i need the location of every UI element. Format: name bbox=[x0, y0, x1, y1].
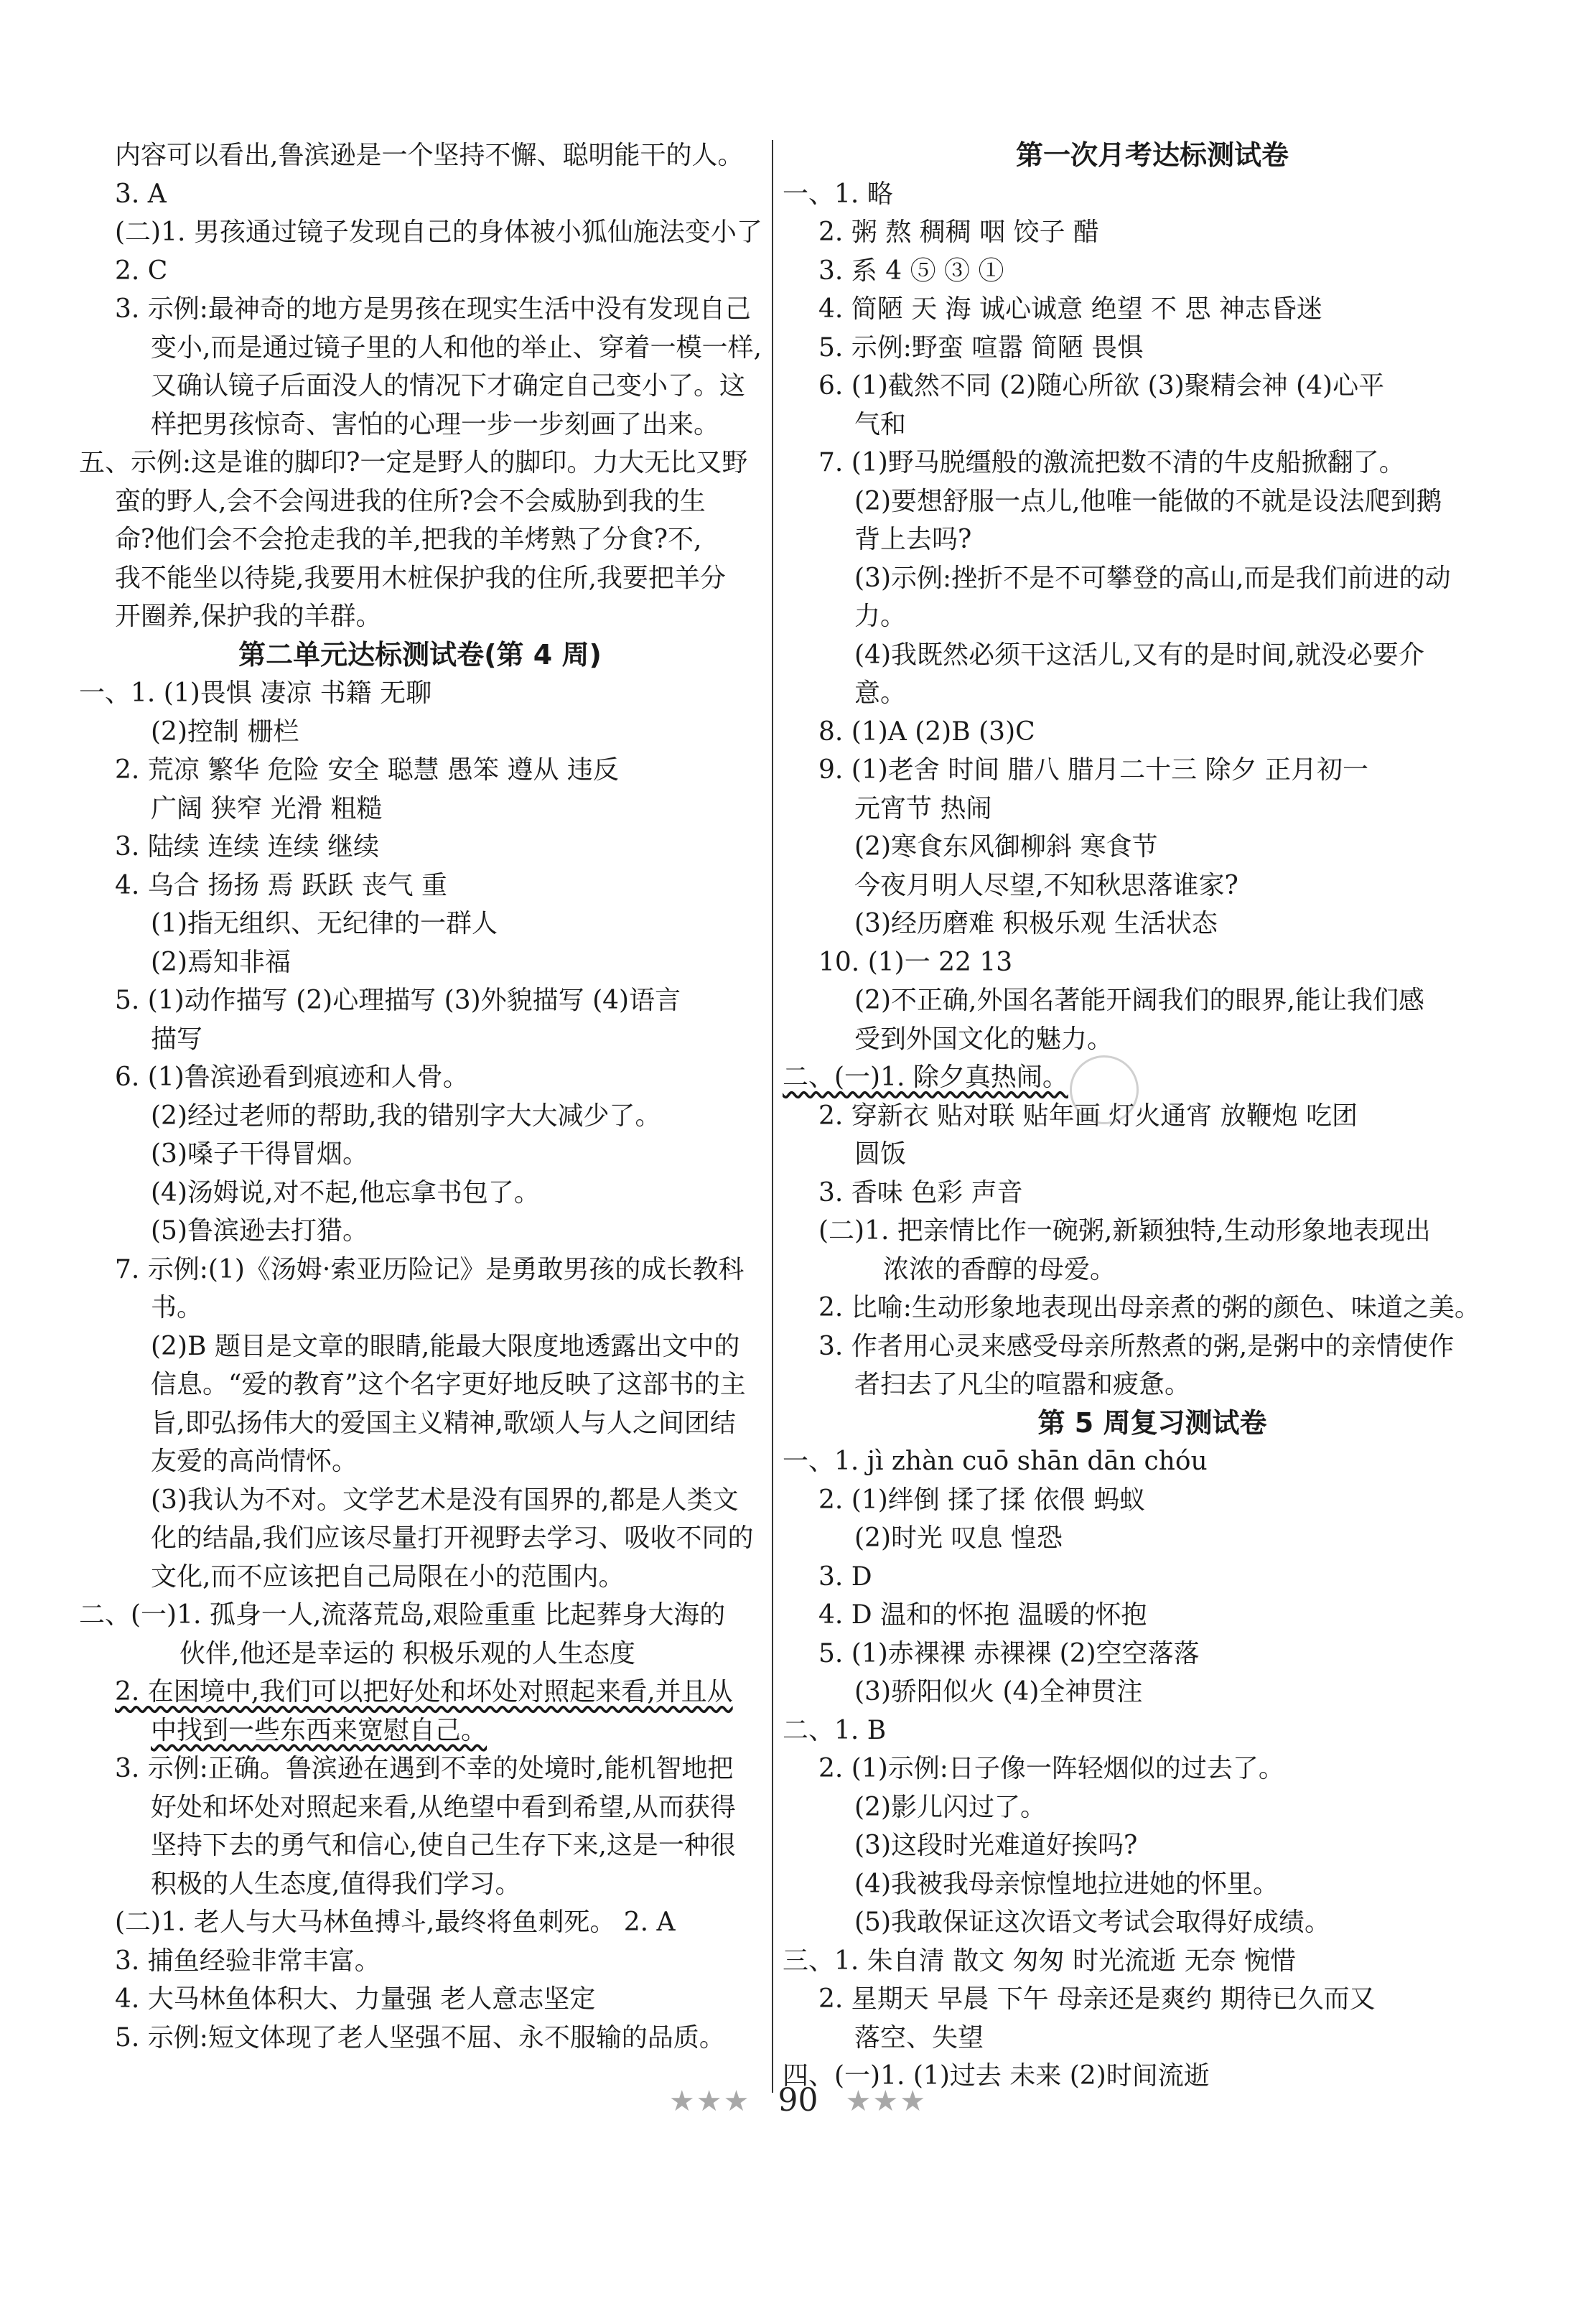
right-column bbox=[783, 136, 1522, 2096]
answer-line bbox=[79, 1865, 761, 1904]
answer-line bbox=[79, 175, 761, 214]
answer-line bbox=[783, 1212, 1522, 1251]
answer-line bbox=[783, 1289, 1522, 1327]
answer-text: (3)我认为不对。文学艺术是没有国界的,都是人类文 bbox=[151, 1485, 739, 1515]
answer-line bbox=[783, 1596, 1522, 1635]
answer-text: 一、1. jì zhàn cuō shān dān chóu bbox=[783, 1447, 1208, 1476]
answer-text: (3)示例:挫折不是不可攀登的高山,而是我们前进的动 bbox=[854, 563, 1451, 593]
answer-line bbox=[783, 367, 1522, 406]
answer-line bbox=[783, 329, 1522, 368]
answer-line bbox=[79, 1289, 761, 1327]
answer-text: 蛮的野人,会不会闯进我的住所?会不会威胁到我的生 bbox=[115, 486, 706, 516]
section-heading bbox=[79, 636, 761, 675]
answer-text: 3. 香味 色彩 声音 bbox=[818, 1177, 1023, 1208]
answer-text: 2. C bbox=[115, 256, 168, 286]
answer-text: 今夜月明人尽望,不知秋思落谁家? bbox=[854, 870, 1238, 900]
answer-line bbox=[783, 1980, 1522, 2019]
answer-text: (二)1. 老人与大马林鱼搏斗,最终将鱼刺死。 2. A bbox=[115, 1908, 676, 1937]
answer-line bbox=[79, 943, 761, 982]
answer-line bbox=[783, 943, 1522, 982]
answer-line bbox=[783, 290, 1522, 329]
answer-text: 力。 bbox=[854, 602, 907, 631]
answer-line bbox=[783, 597, 1522, 636]
answer-text: 4. 简陋 天 海 诚心诚意 绝望 不 思 神志昏迷 bbox=[818, 294, 1322, 324]
answer-text: 二、1. B bbox=[783, 1715, 887, 1745]
answer-line bbox=[783, 1327, 1522, 1366]
answer-text: (3)骄阳似火 (4)全神贯注 bbox=[854, 1677, 1143, 1707]
answer-line bbox=[79, 828, 761, 867]
answer-line bbox=[783, 1712, 1522, 1750]
answer-text: 7. (1)野马脱缰般的激流把数不清的牛皮船掀翻了。 bbox=[818, 448, 1405, 477]
answer-text: (4)我既然必须干这活儿,又有的是时间,就没必要介 bbox=[854, 640, 1424, 670]
stars-left-icon: ★★★ bbox=[668, 2085, 751, 2118]
stars-right-icon: ★★★ bbox=[845, 2085, 928, 2118]
answer-text: 3. 系 4 ⑤ ③ ① bbox=[818, 256, 1004, 286]
answer-line bbox=[79, 867, 761, 905]
answer-text: 中找到一些东西来宽慰自己。 bbox=[151, 1715, 487, 1745]
answer-text: 信息。“爱的教育”这个名字更好地反映了这部书的主 bbox=[151, 1370, 746, 1399]
answer-line bbox=[79, 597, 761, 636]
answer-text: (2)要想舒服一点儿,他唯一能做的不就是设法爬到鹅 bbox=[854, 486, 1442, 516]
section-heading bbox=[783, 1404, 1522, 1443]
answer-line bbox=[783, 1442, 1522, 1481]
answer-text: (2)时光 叹息 惶恐 bbox=[854, 1523, 1063, 1553]
answer-text: 四、(一)1. (1)过去 未来 (2)时间流逝 bbox=[783, 2061, 1210, 2091]
answer-text: (2)控制 栅栏 bbox=[151, 716, 299, 747]
answer-text: (2)B 题目是文章的眼睛,能最大限度地透露出文中的 bbox=[151, 1331, 740, 1361]
answer-text: (3)这段时光难道好挨吗? bbox=[854, 1831, 1138, 1860]
answer-line bbox=[79, 482, 761, 521]
answer-line bbox=[783, 1903, 1522, 1942]
answer-line bbox=[783, 406, 1522, 444]
answer-line bbox=[783, 1174, 1522, 1213]
answer-line bbox=[783, 1097, 1522, 1136]
answer-text: 2. 粥 熬 稠稠 咽 饺子 醋 bbox=[818, 218, 1100, 247]
answer-line bbox=[79, 1788, 761, 1827]
answer-text: 化的结晶,我们应该尽量打开视野去学习、吸收不同的 bbox=[151, 1523, 754, 1553]
answer-text: 变小,而是通过镜子里的人和他的举止、穿着一模一样, bbox=[151, 332, 762, 363]
answer-text: 10. (1)一 22 13 bbox=[818, 947, 1013, 977]
answer-line bbox=[783, 828, 1522, 867]
answer-text: 浓浓的香醇的母爱。 bbox=[883, 1254, 1116, 1284]
answer-line bbox=[79, 1020, 761, 1059]
answer-line bbox=[783, 1942, 1522, 1981]
answer-text: (二)1. 男孩通过镜子发现自己的身体被小狐仙施法变小了 bbox=[115, 218, 762, 247]
answer-text: 二、(一)1. 孤身一人,流落荒岛,艰险重重 比起葬身大海的 bbox=[79, 1600, 726, 1630]
answer-text: 3. 示例:最神奇的地方是男孩在现实生活中没有发现自己 bbox=[115, 294, 751, 324]
answer-line bbox=[79, 751, 761, 790]
answer-line bbox=[79, 905, 761, 943]
answer-line bbox=[79, 213, 761, 252]
left-column bbox=[79, 136, 761, 2057]
answer-text: 文化,而不应该把自己局限在小的范围内。 bbox=[151, 1561, 625, 1592]
answer-line bbox=[79, 406, 761, 444]
answer-line bbox=[79, 1673, 761, 1712]
answer-text: 3. 陆续 连续 连续 继续 bbox=[115, 832, 380, 862]
answer-line bbox=[79, 1481, 761, 1520]
answer-line bbox=[783, 444, 1522, 482]
answer-line bbox=[783, 713, 1522, 752]
answer-line bbox=[783, 1750, 1522, 1788]
answer-line bbox=[79, 1365, 761, 1404]
answer-text: (2)不正确,外国名著能开阔我们的眼界,能让我们感 bbox=[854, 986, 1424, 1015]
answer-line bbox=[79, 252, 761, 291]
answer-text: (2)寒食东风御柳斜 寒食节 bbox=[854, 832, 1158, 862]
answer-text: 开圈养,保护我的羊群。 bbox=[115, 602, 382, 631]
answer-text: 好处和坏处对照起来看,从绝望中看到希望,从而获得 bbox=[151, 1792, 736, 1822]
answer-line bbox=[783, 751, 1522, 790]
answer-line bbox=[783, 213, 1522, 252]
answer-line bbox=[79, 1596, 761, 1635]
answer-line bbox=[783, 559, 1522, 598]
answer-text: 描写 bbox=[151, 1024, 203, 1054]
answer-line bbox=[783, 1558, 1522, 1597]
answer-text: 5. (1)赤裸裸 赤裸裸 (2)空空落落 bbox=[818, 1638, 1200, 1668]
answer-text: 背上去吗? bbox=[854, 525, 972, 554]
answer-text: 友爱的高尚情怀。 bbox=[151, 1447, 358, 1476]
answer-line bbox=[783, 2019, 1522, 2058]
answer-text: (5)鲁滨逊去打猎。 bbox=[151, 1216, 368, 1246]
section-heading bbox=[783, 136, 1522, 175]
page-number: 90 bbox=[778, 2082, 818, 2119]
answer-line bbox=[783, 1251, 1522, 1289]
answer-text: 气和 bbox=[854, 409, 907, 439]
answer-line bbox=[783, 1826, 1522, 1865]
answer-line bbox=[783, 252, 1522, 291]
stamp-watermark bbox=[1070, 1055, 1139, 1124]
answer-line bbox=[79, 674, 761, 713]
answer-text: (二)1. 把亲情比作一碗粥,新颖独特,生动形象地表现出 bbox=[818, 1216, 1431, 1246]
answer-text: 3. 捕鱼经验非常丰富。 bbox=[115, 1946, 381, 1976]
answer-text: 伙伴,他还是幸运的 积极乐观的人生态度 bbox=[179, 1638, 635, 1668]
answer-text: 4. 乌合 扬扬 焉 跃跃 丧气 重 bbox=[115, 870, 448, 900]
answer-text: 3. A bbox=[115, 179, 167, 209]
answer-line bbox=[79, 1404, 761, 1443]
answer-text: 命?他们会不会抢走我的羊,把我的羊烤熟了分食?不, bbox=[115, 525, 702, 554]
answer-text: 广阔 狭窄 光滑 粗糙 bbox=[151, 793, 383, 823]
answer-line bbox=[79, 790, 761, 828]
answer-text: (2)焉知非福 bbox=[151, 947, 291, 977]
answer-line bbox=[79, 1174, 761, 1213]
answer-text: (3)嗓子干得冒烟。 bbox=[151, 1139, 368, 1169]
answer-text: 我不能坐以待毙,我要用木桩保护我的住所,我要把羊分 bbox=[115, 563, 726, 593]
page-footer bbox=[0, 2082, 1596, 2119]
answer-text: 6. (1)鲁滨逊看到痕迹和人骨。 bbox=[115, 1063, 469, 1092]
answer-text: (4)汤姆说,对不起,他忘拿书包了。 bbox=[151, 1177, 540, 1208]
answer-line bbox=[783, 1058, 1522, 1097]
answer-text: 第 5 周复习测试卷 bbox=[1037, 1406, 1267, 1439]
answer-text: 2. (1)示例:日子像一阵轻烟似的过去了。 bbox=[818, 1754, 1284, 1783]
answer-line bbox=[79, 1135, 761, 1174]
answer-text: (3)经历磨难 积极乐观 生活状态 bbox=[854, 909, 1218, 938]
answer-line bbox=[79, 329, 761, 368]
answer-line bbox=[783, 482, 1522, 521]
answer-line bbox=[79, 1635, 761, 1673]
answer-text: 受到外国文化的魅力。 bbox=[854, 1024, 1114, 1054]
answer-line bbox=[783, 1365, 1522, 1404]
answer-line bbox=[783, 1020, 1522, 1059]
answer-text: (2)影儿闪过了。 bbox=[854, 1792, 1046, 1822]
answer-text: 2. (1)绊倒 揉了揉 依偎 蚂蚁 bbox=[818, 1485, 1146, 1515]
answer-line bbox=[79, 1826, 761, 1865]
answer-line bbox=[79, 520, 761, 559]
answer-line bbox=[783, 1519, 1522, 1558]
answer-text: 4. 大马林鱼体积大、力量强 老人意志坚定 bbox=[115, 1984, 596, 2014]
answer-text: 二、(一)1. 除夕真热闹。 bbox=[783, 1063, 1068, 1092]
answer-text: 8. (1)A (2)B (3)C bbox=[818, 716, 1035, 747]
answer-text: 3. D bbox=[818, 1561, 872, 1592]
answer-line bbox=[783, 867, 1522, 905]
answer-text: 3. 示例:正确。鲁滨逊在遇到不幸的处境时,能机智地把 bbox=[115, 1754, 734, 1783]
answer-line bbox=[79, 713, 761, 752]
answer-line bbox=[783, 981, 1522, 1020]
answer-text: 5. (1)动作描写 (2)心理描写 (3)外貌描写 (4)语言 bbox=[115, 986, 681, 1015]
answer-line bbox=[79, 1980, 761, 2019]
answer-text: 书。 bbox=[151, 1293, 203, 1322]
answer-line bbox=[79, 2019, 761, 2058]
answer-line bbox=[79, 290, 761, 329]
answer-text: 三、1. 朱自清 散文 匆匆 时光流逝 无奈 惋惜 bbox=[783, 1946, 1297, 1976]
answer-line bbox=[79, 1903, 761, 1942]
answer-line bbox=[783, 905, 1522, 943]
answer-text: 样把男孩惊奇、害怕的心理一步一步刻画了出来。 bbox=[151, 409, 720, 439]
answer-line bbox=[79, 1097, 761, 1136]
answer-line bbox=[79, 444, 761, 482]
answer-line bbox=[79, 1212, 761, 1251]
answer-line bbox=[783, 790, 1522, 828]
column-divider bbox=[772, 140, 773, 2093]
answer-line bbox=[783, 520, 1522, 559]
answer-line bbox=[783, 674, 1522, 713]
answer-text: 者扫去了凡尘的喧嚣和疲惫。 bbox=[854, 1370, 1191, 1399]
answer-text: 第一次月考达标测试卷 bbox=[1015, 139, 1289, 171]
answer-line bbox=[79, 1750, 761, 1788]
answer-text: 意。 bbox=[854, 678, 907, 708]
answer-line bbox=[79, 1942, 761, 1981]
answer-text: 一、1. 略 bbox=[783, 179, 893, 209]
answer-line bbox=[783, 1865, 1522, 1904]
answer-text: 坚持下去的勇气和信心,使自己生存下来,这是一种很 bbox=[151, 1831, 736, 1860]
answer-text: 圆饭 bbox=[854, 1139, 907, 1169]
answer-text: 旨,即弘扬伟大的爱国主义精神,歌颂人与人之间团结 bbox=[151, 1408, 736, 1438]
answer-text: 4. D 温和的怀抱 温暖的怀抱 bbox=[818, 1600, 1147, 1630]
answer-line bbox=[79, 1442, 761, 1481]
answer-text: 2. 星期天 早晨 下午 母亲还是爽约 期待已久而又 bbox=[818, 1984, 1376, 2014]
answer-line bbox=[783, 175, 1522, 214]
answer-line bbox=[783, 1481, 1522, 1520]
answer-text: 3. 作者用心灵来感受母亲所熬煮的粥,是粥中的亲情使作 bbox=[818, 1331, 1455, 1361]
answer-text: 五、示例:这是谁的脚印?一定是野人的脚印。力大无比又野 bbox=[79, 448, 748, 477]
answer-line bbox=[79, 1712, 761, 1750]
answer-line bbox=[79, 1327, 761, 1366]
answer-line bbox=[79, 1058, 761, 1097]
answer-text: 第二单元达标测试卷(第 4 周) bbox=[238, 638, 602, 671]
answer-text: 内容可以看出,鲁滨逊是一个坚持不懈、聪明能干的人。 bbox=[115, 141, 744, 170]
answer-text: (4)我被我母亲惊惶地拉进她的怀里。 bbox=[854, 1869, 1279, 1899]
answer-line bbox=[79, 367, 761, 406]
answer-text: 落空、失望 bbox=[854, 2022, 984, 2053]
answer-line bbox=[79, 559, 761, 598]
answer-text: 7. 示例:(1)《汤姆·索亚历险记》是勇敢男孩的成长教科 bbox=[115, 1254, 745, 1284]
answer-line bbox=[79, 1558, 761, 1597]
answer-text: (1)指无组织、无纪律的一群人 bbox=[151, 909, 498, 938]
answer-text: 又确认镜子后面没人的情况下才确定自己变小了。这 bbox=[151, 371, 746, 401]
answer-text: 9. (1)老舍 时间 腊八 腊月二十三 除夕 正月初一 bbox=[818, 755, 1369, 785]
answer-text: 一、1. (1)畏惧 凄凉 书籍 无聊 bbox=[79, 678, 432, 708]
answer-line bbox=[79, 1519, 761, 1558]
answer-text: 2. 在困境中,我们可以把好处和坏处对照起来看,并且从 bbox=[115, 1677, 733, 1707]
answer-text: (2)经过老师的帮助,我的错别字大大减少了。 bbox=[151, 1101, 661, 1131]
answer-line bbox=[783, 1673, 1522, 1712]
answer-line bbox=[783, 1635, 1522, 1673]
answer-text: 积极的人生态度,值得我们学习。 bbox=[151, 1869, 521, 1899]
answer-text: 2. 比喻:生动形象地表现出母亲煮的粥的颜色、味道之美。 bbox=[818, 1293, 1480, 1322]
answer-text: 6. (1)截然不同 (2)随心所欲 (3)聚精会神 (4)心平 bbox=[818, 371, 1385, 401]
answer-text: (5)我敢保证这次语文考试会取得好成绩。 bbox=[854, 1908, 1330, 1937]
answer-line bbox=[79, 136, 761, 175]
answer-line bbox=[783, 1788, 1522, 1827]
answer-line bbox=[79, 981, 761, 1020]
answer-line bbox=[783, 1135, 1522, 1174]
answer-text: 2. 穿新衣 贴对联 贴年画 灯火通宵 放鞭炮 吃团 bbox=[818, 1101, 1358, 1131]
answer-text: 元宵节 热闹 bbox=[854, 793, 992, 823]
answer-text: 5. 示例:野蛮 喧嚣 简陋 畏惧 bbox=[818, 332, 1144, 363]
answer-text: 2. 荒凉 繁华 危险 安全 聪慧 愚笨 遵从 违反 bbox=[115, 755, 619, 785]
answer-text: 5. 示例:短文体现了老人坚强不屈、永不服输的品质。 bbox=[115, 2022, 725, 2053]
answer-line bbox=[79, 1251, 761, 1289]
answer-line bbox=[783, 636, 1522, 675]
